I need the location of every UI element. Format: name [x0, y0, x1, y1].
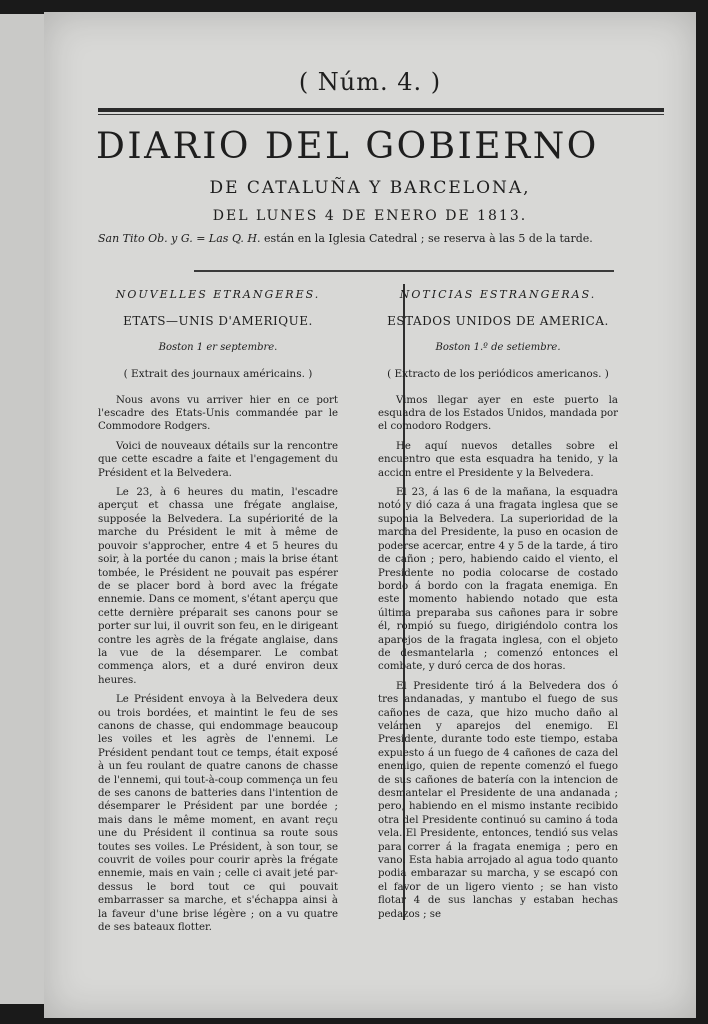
spanish-column	[378, 288, 618, 927]
masthead-subtitle: DE CATALUÑA Y BARCELONA,	[209, 178, 531, 198]
newspaper-page	[44, 12, 696, 1018]
top-rule	[98, 108, 664, 112]
spanish-paragraph: El 23, á las 6 de la mañana, la esquadra notó y dió caza á una fragata inglesa que se suponia la Belvedera. La superioridad de la marcha del Presidente, la puso en ocasion de poderse acercar, entre 4 y 5 de la tarde, á tiro de cañon ; pero, habiendo caido el viento, el Presidente no podia colocarse de costado bordo á bordo con la fragata enemiga. En este momento habiendo notado que esta última preparaba sus cañones para ir sobre él, rompió su fuego, dirigiéndolo contra los aparejos de la fragata inglesa, con el objeto de desmantelarla ; comenzó entonces el combate, y duró cerca de dos horas.	[378, 487, 618, 673]
spanish-subheading: ESTADOS UNIDOS DE AMERICA.	[387, 314, 609, 329]
liturgy-text: están en la Iglesia Catedral ; se reserva à las 5 de la tarde.	[260, 232, 593, 245]
french-dateline: Boston 1 er septembre.	[158, 341, 278, 353]
masthead-title: DIARIO DEL GOBIERNO	[96, 126, 599, 167]
spanish-paragraph: Vimos llegar ayer en este puerto la esquadra de los Estados Unidos, mandada por el comodoro Rodgers.	[378, 394, 618, 433]
top-rule-thin	[98, 114, 664, 115]
french-paragraph: Le Président envoya à la Belvedera deux ou trois bordées, et maintint le feu de ses canons de chasse, qui endommage beaucoup les voiles et les agrès de l'ennemi. Le Président pendant tout ce temps, était exposé à un feu roulant de quatre canons de chasse de l'ennemi, qui tout-à-coup commença un feu de ses canons de batteries dans l'intention de désemparer le Président par une bordée ; mais dans le même moment, en avant reçu une du Président il continua sa route sous toutes ses voiles. Le Président, à son tour, se couvrit de voiles pour courir après la frégate ennemie, mais en vain ; celle ci avait jeté par-dessus le bord tout ce qui pouvait embarrasser sa marche, et s'échappa ainsi à la faveur d'une brise légère ; on a vu quatre de ses bateaux flotter.	[98, 694, 338, 934]
french-subheading: ETATS—UNIS D'AMERIQUE.	[123, 314, 313, 329]
french-paragraph: Le 23, à 6 heures du matin, l'escadre aperçut et chassa une frégate anglaise, supposée la Belvedera. La supériorité de la marche du Président le mit à même de pouvoir s'approcher, entre 4 et 5 heures du soir, à la portée du canon ; mais la brise étant tombée, le Président ne pouvait pas espérer de se placer bord à bord avec la frégate ennemie. Dans ce moment, s'étant aperçu que cette dernière préparait ses canons pour se porter sur lui, il ouvrit son feu, en le dirigeant contre les agrès de la frégate anglaise, dans la vue de la désemparer. Le combat commença alors, et a duré environ deux heures.	[98, 487, 338, 686]
french-paragraph: Nous avons vu arriver hier en ce port l'escadre des Etats-Unis commandée par le Commodore Rodgers.	[98, 394, 338, 433]
spanish-paragraph: El Presidente tiró á la Belvedera dos ó tres andanadas, y mantubo el fuego de sus cañones de caza, que hizo mucho daño al velámen y aparejos del enemigo. El Presidente, durante todo este tiempo, estaba expuesto á un fuego de 4 cañones de caza del enemigo, quien de repente comenzó el fuego de sus cañones de batería con la intencion de desmantelar el Presidente de una andanada ; pero, habiendo en el mismo instante recibido otra del Presidente continuó su camino á toda vela. El Presidente, entonces, tendió sus velas para correr á la fragata enemiga ; pero en vano. Esta habia arrojado al agua todo quanto podia embarazar su marcha, y se escapó con el favor de un ligero viento ; se han visto flotar 4 de sus lanchas y estaban hechas pedazos ; se	[378, 680, 618, 920]
issue-number: ( Núm. 4. )	[298, 68, 442, 96]
liturgy-saints: San Tito Ob. y G. = Las Q. H.	[98, 232, 261, 245]
spanish-heading: NOTICIAS ESTRANGERAS.	[399, 288, 597, 301]
french-paragraph: Voici de nouveaux détails sur la rencontre que cette escadre a faite et l'engagement du Président et la Belvedera.	[98, 440, 338, 479]
spanish-source: ( Extracto de los periódicos americanos. )	[387, 368, 609, 381]
liturgy-note	[98, 232, 678, 246]
french-heading: NOUVELLES ETRANGERES.	[115, 288, 321, 301]
spanish-paragraph: He aquí nuevos detalles sobre el encuentro que esta esquadra ha tenido, y la accion entre el Presidente y la Belvedera.	[378, 440, 618, 479]
section-rule	[194, 270, 614, 272]
french-column	[98, 288, 338, 940]
french-source: ( Extrait des journaux américains. )	[123, 368, 313, 381]
issue-date: DEL LUNES 4 DE ENERO DE 1813.	[212, 208, 528, 224]
spanish-dateline: Boston 1.º de setiembre.	[435, 341, 561, 353]
